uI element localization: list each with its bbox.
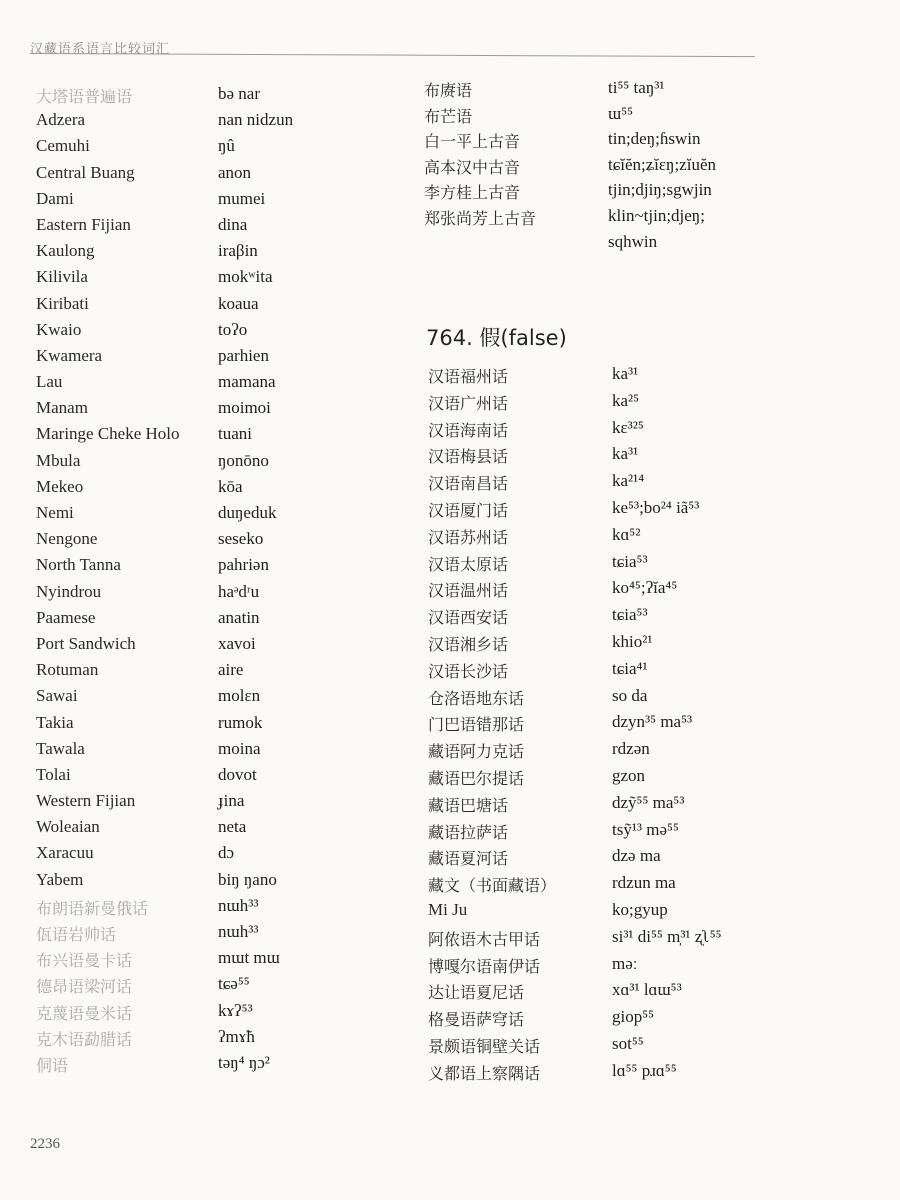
- entry-row: [36, 1053, 336, 1079]
- entry-row: [36, 451, 336, 477]
- entry-row: [36, 896, 336, 922]
- word-form: dzỹ⁵⁵ ma⁵³: [612, 792, 685, 812]
- entry-row: [36, 163, 336, 189]
- entry-row: [36, 372, 336, 398]
- entry-row: [36, 634, 336, 660]
- entry-row: [36, 843, 336, 869]
- entry-row: [36, 503, 336, 529]
- word-form: rumok: [218, 712, 263, 732]
- entry-row: [36, 660, 336, 686]
- language-name: Kilivila: [36, 267, 88, 287]
- word-form: tsỹ¹³ mə⁵⁵: [612, 819, 679, 839]
- entry-row: [428, 712, 868, 739]
- word-form: bə nar: [218, 84, 261, 103]
- entry-row: [36, 817, 336, 843]
- word-form: tuani: [218, 424, 252, 444]
- language-name: 汉语长沙话: [428, 661, 509, 681]
- word-form: aire: [218, 660, 244, 680]
- language-name: Nemi: [36, 503, 74, 522]
- entry-row: [428, 766, 868, 793]
- word-form: rdzən: [612, 739, 650, 759]
- word-form: təŋ⁴ ŋɔ²: [218, 1052, 270, 1072]
- word-form: ɯ⁵⁵: [608, 103, 634, 123]
- word-form: tɕia⁵³: [612, 605, 648, 625]
- language-name: Mekeo: [36, 476, 84, 496]
- word-form: tɕĭĕn;ʑĭɛŋ;zĭuĕn: [608, 154, 716, 174]
- entry-row: [36, 870, 336, 896]
- word-form: pahriən: [218, 555, 269, 575]
- language-name: Kwamera: [36, 345, 103, 365]
- word-form: ko;gyup: [612, 899, 668, 919]
- page-number: 2236: [30, 1136, 60, 1152]
- entry-row: [428, 980, 868, 1007]
- language-name: 克蔑语曼米话: [36, 1003, 133, 1023]
- language-name: Mi Ju: [428, 899, 468, 919]
- word-form: tɕia⁴¹: [612, 658, 648, 678]
- entry-row: [424, 104, 864, 130]
- entry-row: [428, 391, 868, 418]
- language-name: North Tanna: [36, 555, 121, 575]
- entry-row: [428, 873, 868, 900]
- language-name: 汉语苏州话: [428, 527, 509, 547]
- entry-row: [428, 927, 868, 954]
- word-form: kɤʔ⁵³: [218, 1000, 253, 1020]
- word-form: anatin: [218, 607, 260, 627]
- word-form: lɑ⁵⁵ pɹɑ⁵⁵: [612, 1060, 677, 1080]
- language-name: 汉语南昌话: [428, 474, 509, 494]
- language-name: Kwaio: [36, 319, 82, 339]
- entry-row: [424, 155, 864, 181]
- language-name: 大塔语普遍语: [36, 87, 133, 106]
- entry-row: [36, 346, 336, 372]
- entry-row: [36, 529, 336, 555]
- language-name: 侗语: [36, 1055, 69, 1075]
- language-name: 义都语上察隅话: [428, 1063, 541, 1083]
- word-form: ka³¹: [612, 364, 639, 383]
- entry-row: [428, 659, 868, 686]
- entry-row: [428, 820, 868, 847]
- entry-continuation: [424, 232, 864, 258]
- language-name: Woleaian: [36, 817, 100, 837]
- language-name: 仓洛语地东话: [428, 688, 525, 708]
- word-form: dzə ma: [612, 846, 661, 866]
- entry-row: [36, 477, 336, 503]
- word-form: moimoi: [218, 398, 271, 418]
- language-name: Manam: [36, 398, 88, 418]
- right-top-column: [424, 78, 864, 258]
- entry-row: [428, 793, 868, 820]
- word-form: haᵊdʳu: [218, 581, 260, 601]
- entry-row: [428, 1007, 868, 1034]
- entry-row: [428, 471, 868, 498]
- language-name: 克木语勐腊话: [36, 1029, 133, 1049]
- entry-row: [428, 954, 868, 981]
- language-name: 汉语海南话: [428, 420, 509, 440]
- entry-row: [36, 1027, 336, 1053]
- entry-row: [36, 294, 336, 320]
- word-form: mokʷita: [218, 267, 273, 287]
- word-form: mumei: [218, 188, 266, 208]
- word-form: ti⁵⁵ taŋ³¹: [608, 78, 665, 97]
- entry-row: [428, 418, 868, 445]
- language-name: 布兴语曼卡话: [36, 951, 133, 971]
- word-form: seseko: [218, 529, 264, 549]
- entry-row: [36, 241, 336, 267]
- running-header: 汉藏语系语言比较词汇: [30, 42, 171, 57]
- language-name: 汉语温州话: [428, 581, 509, 601]
- word-form: molɛn: [218, 686, 261, 706]
- word-form: ŋû: [218, 136, 235, 156]
- word-form: tjin;djiŋ;sgwjin: [608, 180, 712, 200]
- entry-row: [424, 206, 864, 232]
- word-form: iraβin: [218, 241, 258, 261]
- left-column: [36, 84, 336, 1079]
- entry-row: [36, 555, 336, 581]
- language-name: Paamese: [36, 607, 96, 627]
- word-form: tɕə⁵⁵: [218, 974, 250, 994]
- entry-row: [36, 713, 336, 739]
- word-form: ŋonōno: [218, 450, 269, 470]
- language-name: Sawai: [36, 686, 78, 706]
- language-name: Yabem: [36, 869, 84, 889]
- language-name: 汉语厦门话: [428, 500, 509, 520]
- entry-row: [428, 578, 868, 605]
- word-form: nɯh³³: [218, 922, 259, 941]
- language-name: Xaracuu: [36, 843, 94, 863]
- word-form: sot⁵⁵: [612, 1033, 644, 1053]
- word-form: biŋ ŋano: [218, 869, 277, 889]
- entry-row: [428, 444, 868, 471]
- language-name: 德昂语梁河话: [36, 977, 133, 997]
- language-name: Tawala: [36, 738, 85, 758]
- word-form: xavoi: [218, 633, 256, 653]
- language-name: Western Fijian: [36, 791, 136, 811]
- language-name: 阿侬语木古甲话: [428, 929, 541, 949]
- entry-row: [36, 582, 336, 608]
- word-form: tin;deŋ;ɦswin: [608, 129, 701, 149]
- language-name: Central Buang: [36, 162, 135, 182]
- word-form: sqhwin: [608, 231, 658, 251]
- entry-row: [36, 189, 336, 215]
- language-name: Tolai: [36, 764, 71, 784]
- entry-row: [428, 552, 868, 579]
- language-name: 高本汉中古音: [424, 157, 521, 177]
- language-name: 汉语广州话: [428, 393, 509, 413]
- word-form: dzyn³⁵ ma⁵³: [612, 712, 693, 732]
- language-name: Maringe Cheke Holo: [36, 424, 180, 444]
- word-form: kōa: [218, 476, 243, 496]
- language-name: 布朗语新曼俄话: [36, 898, 149, 918]
- word-form: khio²¹: [612, 631, 653, 651]
- language-name: 藏文（书面藏语）: [428, 876, 557, 896]
- word-form: so da: [612, 685, 648, 705]
- word-form: anon: [218, 162, 252, 182]
- word-form: ka³¹: [612, 444, 639, 464]
- language-name: Nyindrou: [36, 581, 102, 601]
- word-form: si³¹ di⁵⁵ m̩³¹ ʐʅ⁵⁵: [612, 926, 722, 946]
- word-form: duŋeduk: [218, 503, 277, 522]
- language-name: Rotuman: [36, 660, 99, 680]
- entry-row: [36, 398, 336, 424]
- section-title: 764. 假(false): [426, 326, 567, 350]
- entry-row: [36, 424, 336, 450]
- entry-row: [428, 605, 868, 632]
- word-form: dɔ: [218, 843, 235, 863]
- word-form: gzon: [612, 765, 646, 785]
- language-name: 藏语巴塘话: [428, 795, 509, 815]
- right-main-column: [428, 364, 868, 1088]
- language-name: Kaulong: [36, 241, 95, 261]
- language-name: 门巴语错那话: [428, 715, 525, 735]
- word-form: ɟina: [218, 791, 245, 811]
- word-form: dina: [218, 214, 248, 234]
- language-name: Lau: [36, 372, 63, 392]
- language-name: 汉语太原话: [428, 554, 509, 574]
- word-form: mɯt mɯ: [218, 948, 280, 968]
- language-name: 达让语夏尼话: [428, 983, 525, 1003]
- language-name: 李方桂上古音: [424, 183, 521, 203]
- language-name: 汉语西安话: [428, 608, 509, 628]
- word-form: mamana: [218, 372, 276, 392]
- entry-row: [36, 320, 336, 346]
- word-form: giop⁵⁵: [612, 1007, 655, 1027]
- language-name: 汉语梅县话: [428, 447, 509, 467]
- word-form: ʔmɤ̃h: [218, 1026, 255, 1046]
- language-name: Nengone: [36, 529, 98, 549]
- language-name: 布芒语: [424, 106, 473, 126]
- word-form: klin~tjin;djeŋ;: [608, 205, 705, 225]
- entry-row: [428, 1034, 868, 1061]
- language-name: 格曼语萨穹话: [428, 1010, 525, 1030]
- language-name: Mbula: [36, 450, 81, 470]
- language-name: 藏语阿力克话: [428, 742, 525, 762]
- entry-row: [428, 1061, 868, 1088]
- word-form: nɯh³³: [218, 895, 259, 915]
- word-form: kɛ³²⁵: [612, 417, 644, 437]
- word-form: neta: [218, 817, 247, 837]
- language-name: Takia: [36, 712, 74, 732]
- language-name: Adzera: [36, 110, 86, 130]
- language-name: 佤语岩帅话: [36, 925, 117, 944]
- entry-row: [428, 498, 868, 525]
- language-name: Kiribati: [36, 293, 89, 313]
- entry-row: [428, 525, 868, 552]
- entry-row: [36, 922, 336, 948]
- entry-row: [36, 739, 336, 765]
- entry-row: [36, 136, 336, 162]
- entry-row: [424, 129, 864, 155]
- word-form: moina: [218, 738, 261, 758]
- language-name: 白一平上古音: [424, 132, 521, 152]
- entry-row: [36, 791, 336, 817]
- entry-row: [424, 180, 864, 206]
- language-name: 汉语湘乡话: [428, 634, 509, 654]
- entry-row: [36, 110, 336, 136]
- entry-row: [36, 1001, 336, 1027]
- entry-row: [36, 974, 336, 1000]
- word-form: ka²¹⁴: [612, 471, 645, 491]
- language-name: 汉语福州话: [428, 367, 509, 386]
- entry-row: [428, 364, 868, 391]
- language-name: 藏语巴尔提话: [428, 768, 525, 788]
- word-form: nan nidzun: [218, 110, 294, 130]
- word-form: ko⁴⁵;ʔĭa⁴⁵: [612, 578, 678, 598]
- word-form: dovot: [218, 764, 257, 784]
- word-form: parhien: [218, 345, 269, 365]
- entry-row: [36, 608, 336, 634]
- language-name: Cemuhi: [36, 136, 90, 156]
- language-name: Dami: [36, 188, 74, 208]
- entry-row: [428, 632, 868, 659]
- entry-row: [428, 900, 868, 927]
- entry-row: [428, 686, 868, 713]
- entry-row: [428, 846, 868, 873]
- language-name: Port Sandwich: [36, 633, 136, 653]
- entry-row: [36, 215, 336, 241]
- entry-row: [36, 267, 336, 293]
- entry-row: [424, 78, 864, 104]
- word-form: ka²⁵: [612, 390, 640, 410]
- language-name: 藏语拉萨话: [428, 822, 509, 842]
- word-form: rdzun ma: [612, 873, 676, 893]
- word-form: kɑ⁵²: [612, 524, 641, 544]
- word-form: toʔo: [218, 319, 248, 339]
- language-name: 布赓语: [424, 81, 473, 100]
- word-form: koaua: [218, 293, 259, 313]
- language-name: Eastern Fijian: [36, 214, 131, 234]
- entry-row: [36, 765, 336, 791]
- word-form: ke⁵³;bo²⁴ iã⁵³: [612, 497, 700, 517]
- word-form: tɕia⁵³: [612, 551, 648, 571]
- word-form: məː: [612, 953, 638, 973]
- language-name: 博嘎尔语南伊话: [428, 956, 541, 976]
- entry-row: [36, 84, 336, 110]
- entry-row: [36, 686, 336, 712]
- language-name: 藏语夏河话: [428, 849, 509, 869]
- entry-row: [36, 948, 336, 974]
- word-form: xɑ³¹ lɑɯ⁵³: [612, 980, 682, 1000]
- language-name: 郑张尚芳上古音: [424, 208, 537, 228]
- entry-row: [428, 739, 868, 766]
- language-name: 景颇语铜壁关话: [428, 1036, 541, 1056]
